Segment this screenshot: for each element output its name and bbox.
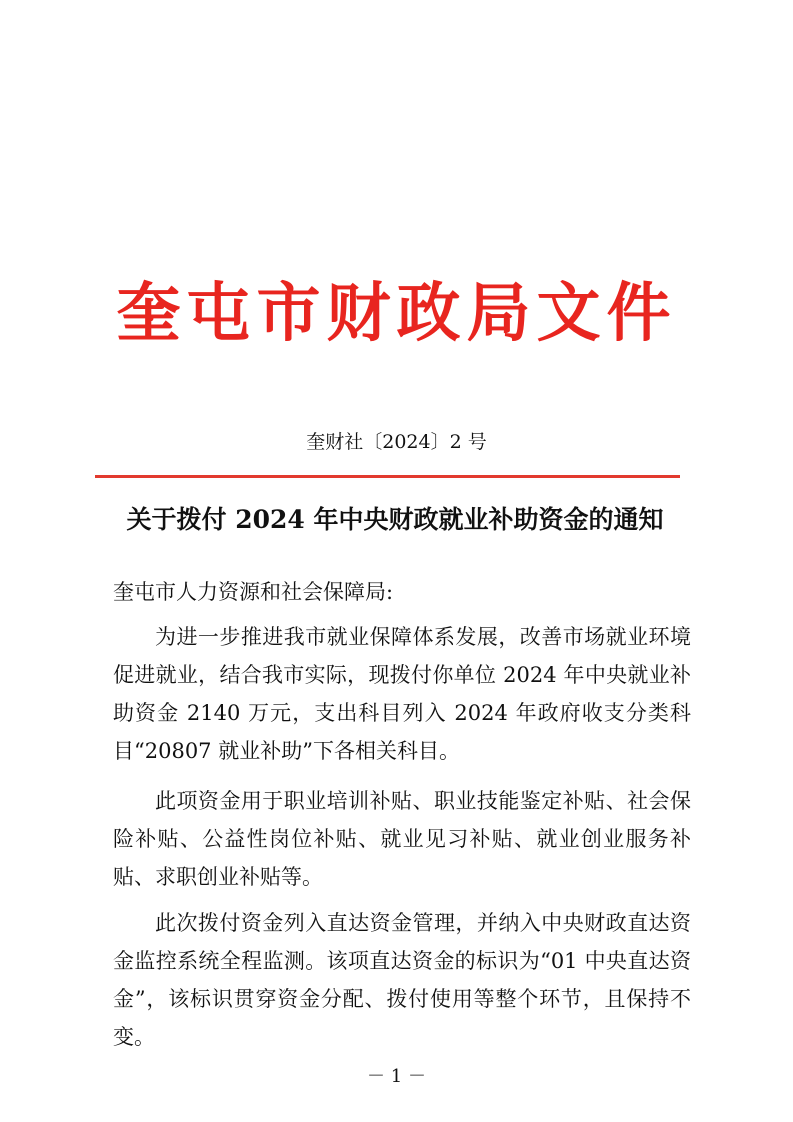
- body-paragraph-3: 此次拨付资金列入直达资金管理，并纳入中央财政直达资金监控系统全程监测。该项直达资金的标识为“01 中央直达资金”，该标识贯穿资金分配、拨付使用等整个环节，且保持不变。: [113, 911, 691, 1049]
- body-paragraph-1: 为进一步推进我市就业保障体系发展，改善市场就业环境促进就业，结合我市实际，现拨付你单位 2024 年中央就业补助资金 2140 万元，支出科目列入 2024 年政府收支分类科目“20807 就业补助”下各相关科目。: [113, 625, 691, 763]
- page-number: － 1 －: [367, 1066, 426, 1087]
- document-header-title: 奎屯市财政局文件: [116, 277, 677, 351]
- document-number: 奎财社〔2024〕2 号: [306, 431, 487, 453]
- body-paragraph-2: 此项资金用于职业培训补贴、职业技能鉴定补贴、社会保险补贴、公益性岗位补贴、就业见习补贴、就业创业服务补贴、求职创业补贴等。: [113, 789, 691, 889]
- recipient-line: 奎屯市人力资源和社会保障局:: [113, 580, 394, 604]
- red-divider-line: [95, 475, 680, 478]
- notice-title: 关于拨付 2024 年中央财政就业补助资金的通知: [126, 505, 664, 534]
